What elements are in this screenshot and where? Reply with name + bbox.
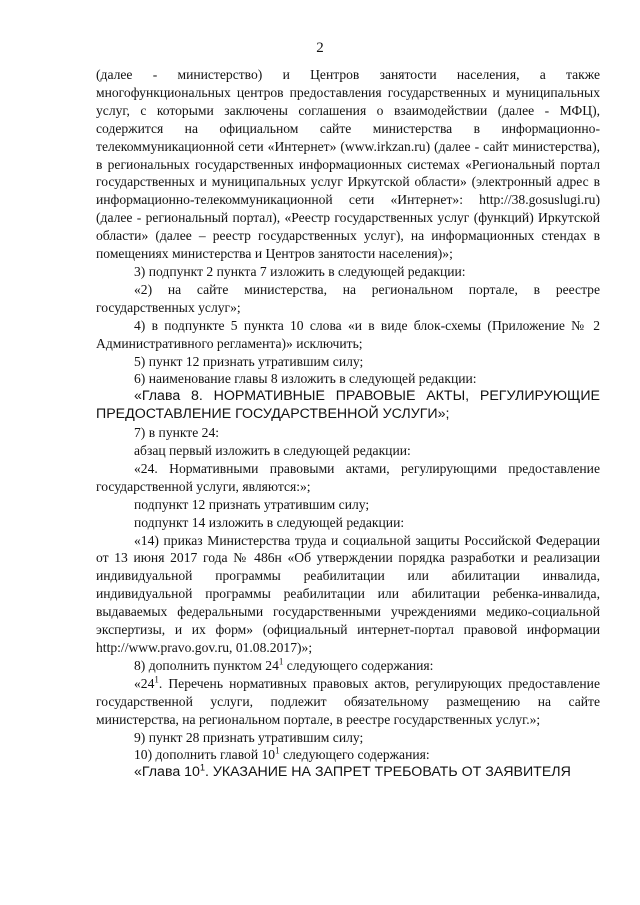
paragraph-item-7: 7) в пункте 24: — [134, 425, 220, 441]
paragraph-subitem-14: подпункт 14 изложить в следующей редакции: — [134, 514, 405, 530]
paragraph-subitem-12: подпункт 12 признать утратившим силу; — [134, 496, 370, 512]
page-number: 2 — [316, 40, 324, 56]
paragraph-abzac: абзац первый изложить в следующей редакции: — [134, 443, 411, 459]
paragraph-item-8: 8) дополнить пунктом $24^1$ следующего содержания: — [134, 656, 434, 673]
paragraph-quote-24-1: «$24^1$. Перечень нормативных правовых актов, регулирующих предоставление государственной услуги, подлежит обязательному размещению на сайте министерства, на региональном портале, в реестре государственных услуг.»; — [96, 674, 600, 727]
paragraph-quote-2: «2) на сайте министерства, на региональном портале, в реестре государственных услуг»; — [96, 281, 600, 315]
paragraph-item-6: 6) наименование главы 8 изложить в следующей редакции: — [134, 371, 477, 387]
paragraph-item-5: 5) пункт 12 признать утратившим силу; — [134, 353, 364, 369]
paragraph-chapter-10-1-heading: «Глава $10^1$. УКАЗАНИЕ НА ЗАПРЕТ ТРЕБОВАТЬ ОТ ЗАЯВИТЕЛЯ — [134, 762, 571, 781]
paragraph-item-4: 4) в подпункте 5 пункта 10 слова «и в виде блок-схемы (Приложение № 2 Административного регламента)» исключить; — [96, 317, 600, 351]
paragraph-item-10: 10) дополнить главой $10^1$ следующего содержания: — [134, 745, 430, 763]
paragraph-item-9: 9) пункт 28 признать утратившим силу; — [134, 729, 364, 745]
paragraph-quote-24: «24. Нормативными правовыми актами, регулирующими предоставление государственной услуги, являются:»; — [96, 460, 600, 494]
paragraph-intro: (далее - министерство) и Центров занятости населения, а также многофункциональных центров предоставления государственных и муниципальных услуг, с которыми заключены соглашения о взаимодействии (далее - МФЦ), содержится на официальном сайте министерства в информационно-телекоммуникационной сети «Интернет» (www.irkzan.ru) (далее - сайт министерства), в региональных государственных информационных системах «Региональный портал государственных и муниципальных услуг Иркутской области» (электронный адрес в информационно-телекоммуникационной сети «Интернет»: http://38.gosuslugi.ru) (далее - региональный портал), «Реестр государственных услуг (функций) Иркутской области» (далее – реестр государственных услуг), на информационных стендах в помещениях министерства и Центров занятости населения)»; — [96, 67, 600, 262]
paragraph-chapter-8-heading: «Глава 8. НОРМАТИВНЫЕ ПРАВОВЫЕ АКТЫ, РЕГУЛИРУЮЩИЕ ПРЕДОСТАВЛЕНИЕ ГОСУДАРСТВЕННОЙ УСЛУГИ»; — [96, 388, 600, 423]
paragraph-quote-14: «14) приказ Министерства труда и социальной защиты Российской Федерации от 13 июня 2017 года № 486н «Об утверждении порядка разработки и реализации индивидуальной программы реабилитации или абилитации инвалида, индивидуальной программы реабилитации или абилитации ребенка-инвалида, выдаваемых федеральными государственными учреждениями медико-социальной экспертизы, и их форм» (официальный интернет-портал правовой информации http://www.pravo.gov.ru, 01.08.2017)»; — [96, 532, 600, 655]
paragraph-item-3: 3) подпункт 2 пункта 7 изложить в следующей редакции: — [134, 263, 466, 279]
document-body — [96, 66, 600, 782]
